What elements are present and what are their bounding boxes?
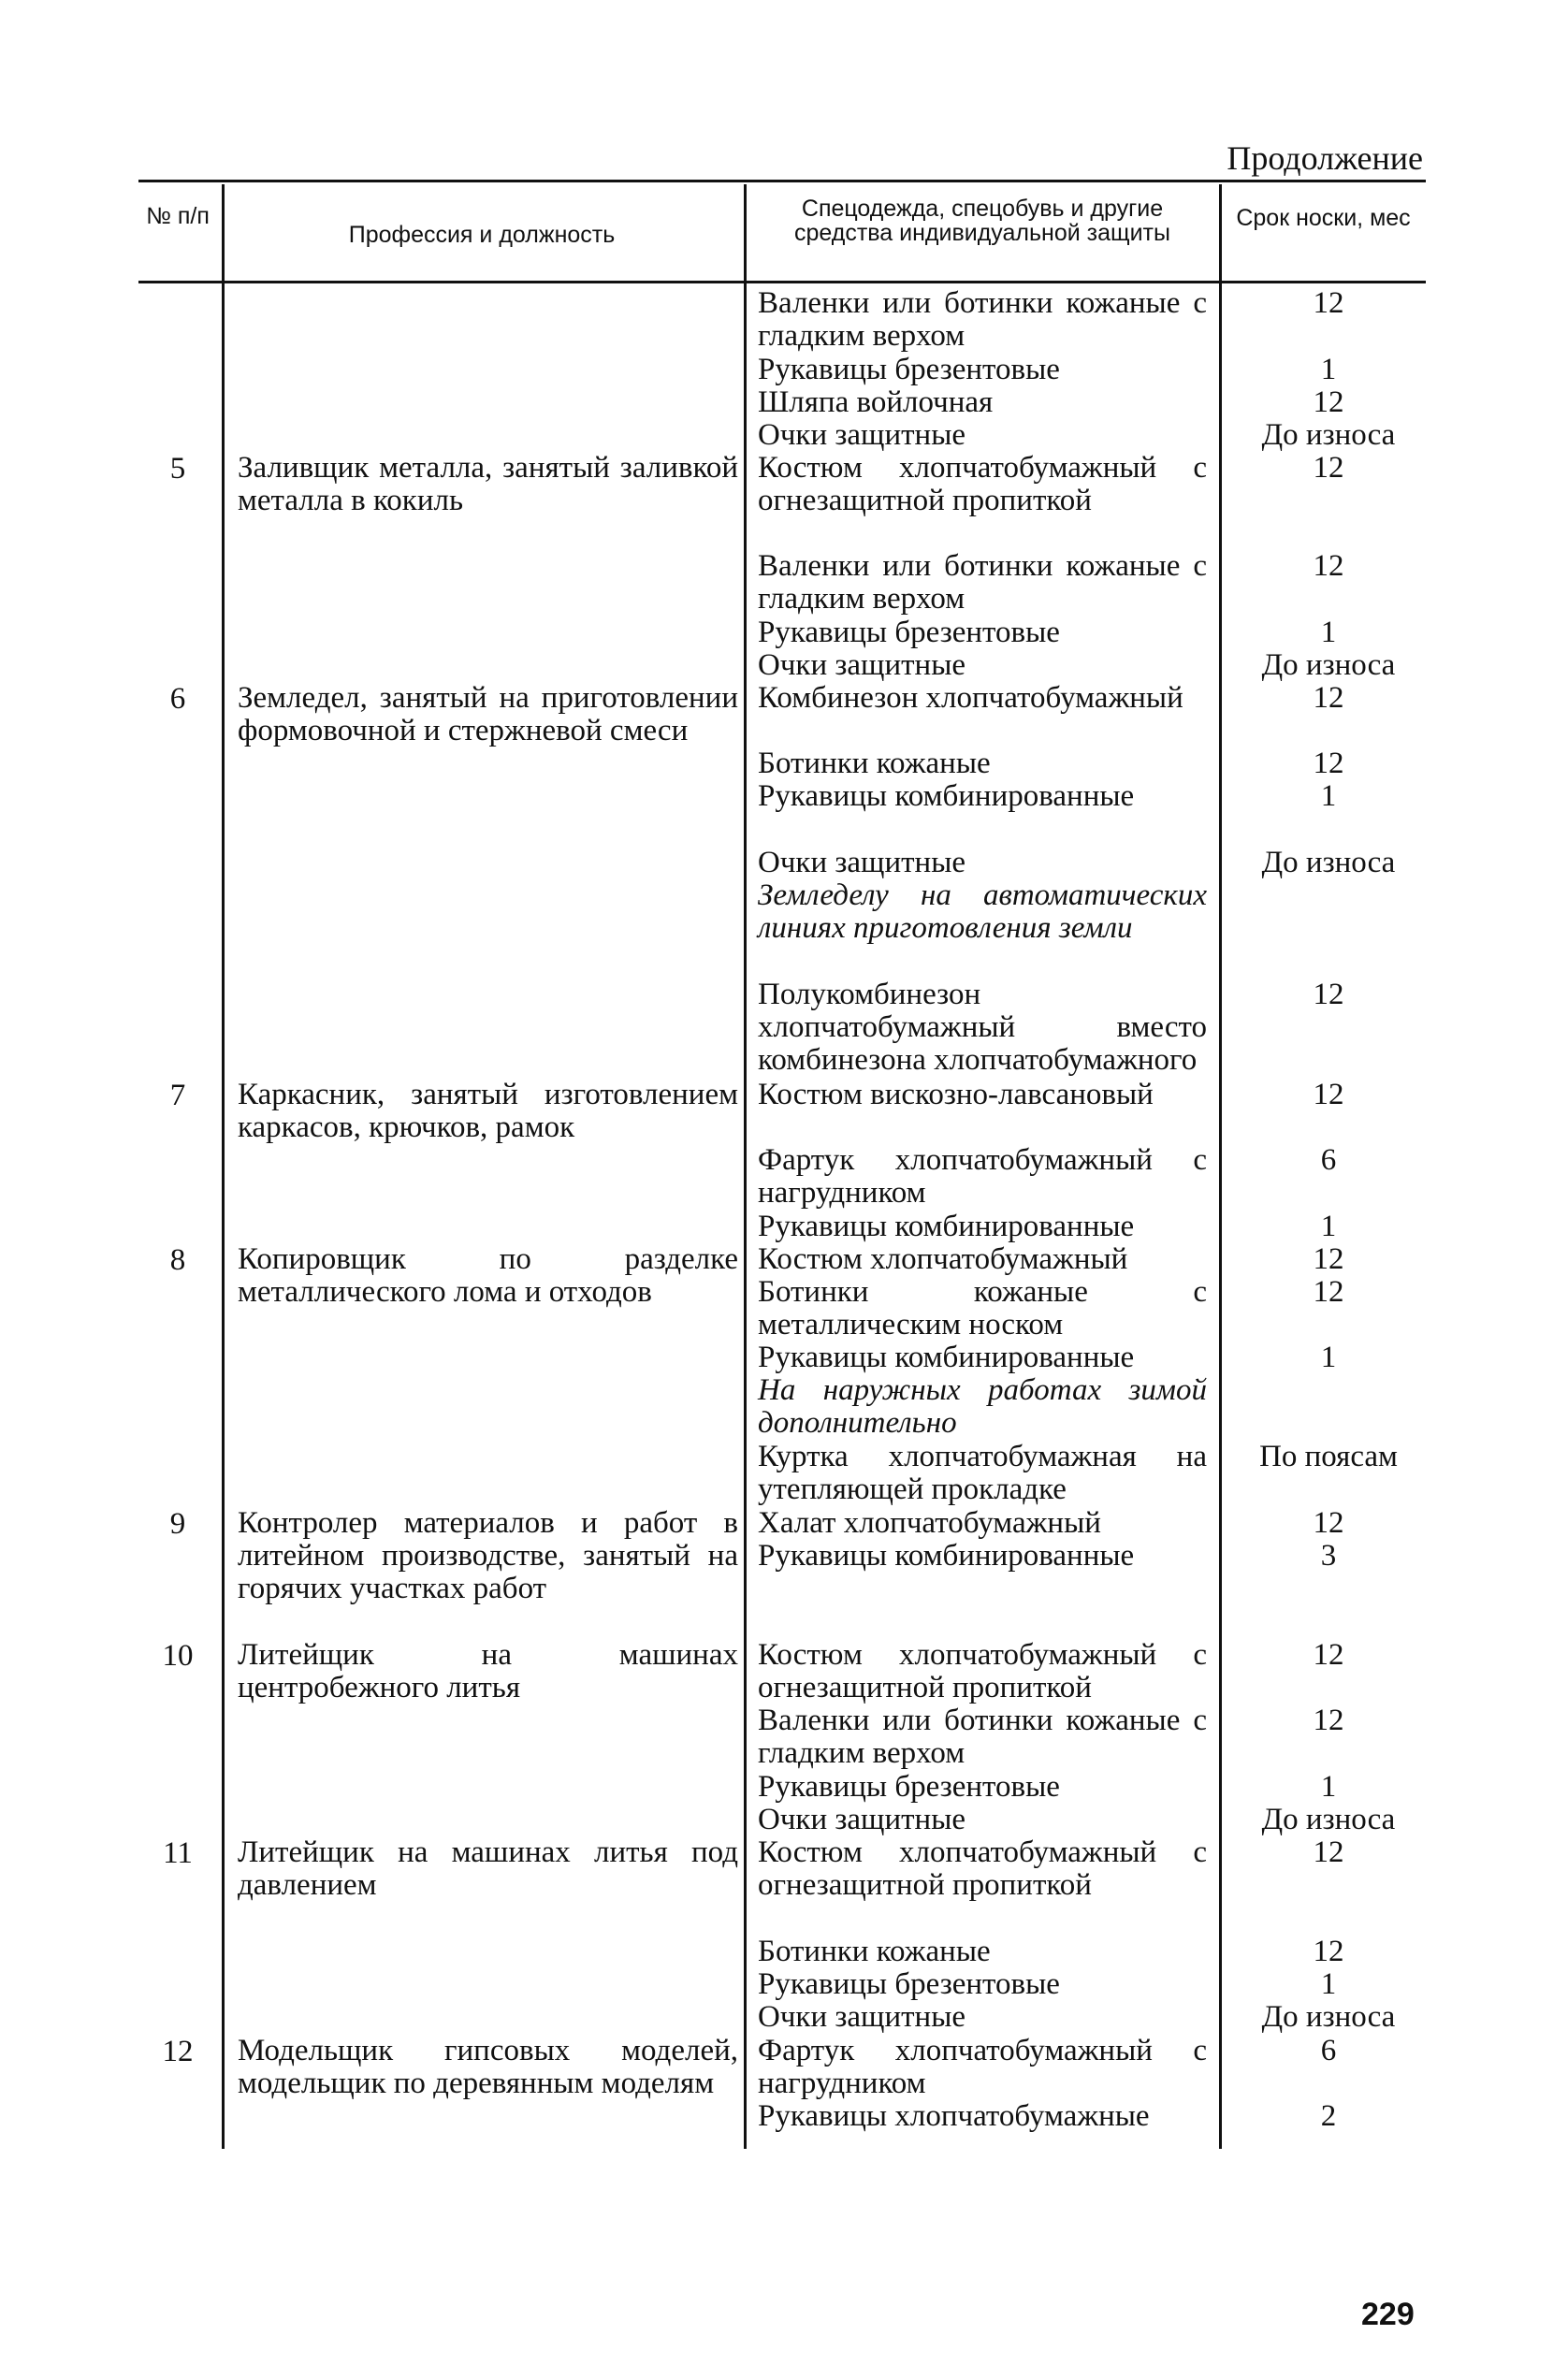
column-divider-2 xyxy=(744,184,747,2149)
header-number: № п/п xyxy=(146,203,210,229)
item-term: До износа xyxy=(1261,648,1396,682)
item-text: Очки защитные xyxy=(758,846,966,879)
item-text: Валенки или ботинки кожаные с гладким верхом xyxy=(758,549,1207,616)
item-term: 2 xyxy=(1320,2099,1337,2133)
item-term: 6 xyxy=(1320,1143,1337,1177)
item-term: По поясам xyxy=(1259,1440,1398,1473)
header-clothing: Спецодежда, спецобувь и другие средства индивидуальной защиты xyxy=(794,196,1170,246)
item-text: Рукавицы комбинированные xyxy=(758,1210,1135,1243)
item-text: Ботинки кожаные с металлическим носком xyxy=(758,1275,1207,1342)
column-divider-1 xyxy=(222,184,225,2149)
item-text: Рукавицы хлопчатобумажные xyxy=(758,2099,1150,2133)
item-text: Рукавицы брезентовые xyxy=(758,1770,1060,1804)
item-term: 12 xyxy=(1313,747,1344,780)
profession-text: Земледел, занятый на приготовлении формовочной и стержневой смеси xyxy=(238,681,738,747)
item-text: Куртка хлопчатобумажная на утепляющей прокладке xyxy=(758,1440,1207,1506)
item-text: Шляпа войлочная xyxy=(758,385,994,419)
continuation-label: Продолжение xyxy=(1227,139,1423,177)
item-text: Рукавицы комбинированные xyxy=(758,1539,1135,1573)
item-term: 12 xyxy=(1313,1506,1344,1540)
item-text: Очки защитные xyxy=(758,648,966,682)
item-term: 1 xyxy=(1320,1967,1337,2001)
item-term: 12 xyxy=(1313,978,1344,1011)
item-text: Ботинки кожаные xyxy=(758,1935,991,1968)
item-term: До износа xyxy=(1261,2000,1396,2034)
item-term: 12 xyxy=(1313,1078,1344,1111)
item-text: Валенки или ботинки кожаные с гладким верхом xyxy=(758,286,1207,353)
item-text: Очки защитные xyxy=(758,418,966,452)
item-term: До износа xyxy=(1261,846,1396,879)
item-term: 12 xyxy=(1313,681,1344,715)
item-term: 12 xyxy=(1313,286,1344,320)
item-text: Полукомбинезон хлопчатобумажный вместо комбинезона хлопчатобумажного xyxy=(758,978,1207,1077)
item-text: Костюм хлопчатобумажный с огнезащитной пропиткой xyxy=(758,1638,1207,1704)
item-term: 12 xyxy=(1313,1835,1344,1869)
item-term: 12 xyxy=(1313,1704,1344,1737)
item-term: 6 xyxy=(1320,2034,1337,2067)
profession-text: Литейщик на машинах центробежного литья xyxy=(238,1638,738,1704)
table-header-rule xyxy=(138,281,1426,283)
item-term: 1 xyxy=(1320,353,1337,386)
item-term: До износа xyxy=(1261,418,1396,452)
item-text: Рукавицы комбинированные xyxy=(758,779,1135,813)
item-term: 12 xyxy=(1313,1275,1344,1309)
row-number: 10 xyxy=(162,1639,194,1673)
item-text: Валенки или ботинки кожаные с гладким верхом xyxy=(758,1704,1207,1770)
item-term: 1 xyxy=(1320,1210,1337,1243)
item-text: Фартук хлопчатобумажный с нагрудником xyxy=(758,2034,1207,2100)
profession-text: Заливщик металла, занятый заливкой металла в кокиль xyxy=(238,451,738,517)
table-top-rule xyxy=(138,180,1426,182)
item-term: 12 xyxy=(1313,1935,1344,1968)
item-text: Костюм хлопчатобумажный с огнезащитной пропиткой xyxy=(758,451,1207,517)
item-term: 12 xyxy=(1313,385,1344,419)
profession-text: Каркасник, занятый изготовлением каркасов, крючков, рамок xyxy=(238,1078,738,1144)
item-text: Костюм хлопчатобумажный xyxy=(758,1242,1128,1276)
item-text: Комбинезон хлопчатобумажный xyxy=(758,681,1183,715)
item-term: 1 xyxy=(1320,1770,1337,1804)
item-text: Костюм вискозно-лавсановый xyxy=(758,1078,1154,1111)
profession-text: Литейщик на машинах литья под давлением xyxy=(238,1835,738,1902)
item-term: 1 xyxy=(1320,616,1337,649)
item-term: 12 xyxy=(1313,549,1344,583)
row-number: 6 xyxy=(169,682,186,716)
item-note: На наружных работах зимой дополнительно xyxy=(758,1373,1207,1440)
item-text: Рукавицы брезентовые xyxy=(758,616,1060,649)
profession-text: Контролер материалов и работ в литейном производстве, занятый на горячих участках работ xyxy=(238,1506,738,1605)
item-text: Рукавицы брезентовые xyxy=(758,353,1060,386)
item-text: Рукавицы комбинированные xyxy=(758,1341,1135,1374)
page-number: 229 xyxy=(1361,2297,1415,2332)
column-divider-3 xyxy=(1219,184,1222,2149)
item-text: Костюм хлопчатобумажный с огнезащитной пропиткой xyxy=(758,1835,1207,1902)
item-text: Очки защитные xyxy=(758,2000,966,2034)
item-text: Очки защитные xyxy=(758,1803,966,1836)
item-term: 12 xyxy=(1313,1638,1344,1672)
row-number: 8 xyxy=(169,1243,186,1277)
row-number: 12 xyxy=(162,2035,194,2068)
row-number: 5 xyxy=(169,452,186,486)
item-term: До износа xyxy=(1261,1803,1396,1836)
item-term: 12 xyxy=(1313,451,1344,485)
header-profession: Профессия и должность xyxy=(348,222,616,248)
profession-text: Модельщик гипсовых моделей, модельщик по деревянным моделям xyxy=(238,2034,738,2100)
header-term: Срок носки, мес xyxy=(1236,205,1411,231)
profession-text: Копировщик по разделке металлического лома и отходов xyxy=(238,1242,738,1309)
item-term: 12 xyxy=(1313,1242,1344,1276)
item-term: 1 xyxy=(1320,779,1337,813)
row-number: 7 xyxy=(169,1079,186,1112)
item-term: 1 xyxy=(1320,1341,1337,1374)
item-note: Земледелу на автоматических линиях приготовления земли xyxy=(758,878,1207,945)
item-text: Ботинки кожаные xyxy=(758,747,991,780)
item-term: 3 xyxy=(1320,1539,1337,1573)
item-text: Фартук хлопчатобумажный с нагрудником xyxy=(758,1143,1207,1210)
item-text: Халат хлопчатобумажный xyxy=(758,1506,1101,1540)
row-number: 9 xyxy=(169,1507,186,1541)
row-number: 11 xyxy=(163,1836,193,1870)
item-text: Рукавицы брезентовые xyxy=(758,1967,1060,2001)
